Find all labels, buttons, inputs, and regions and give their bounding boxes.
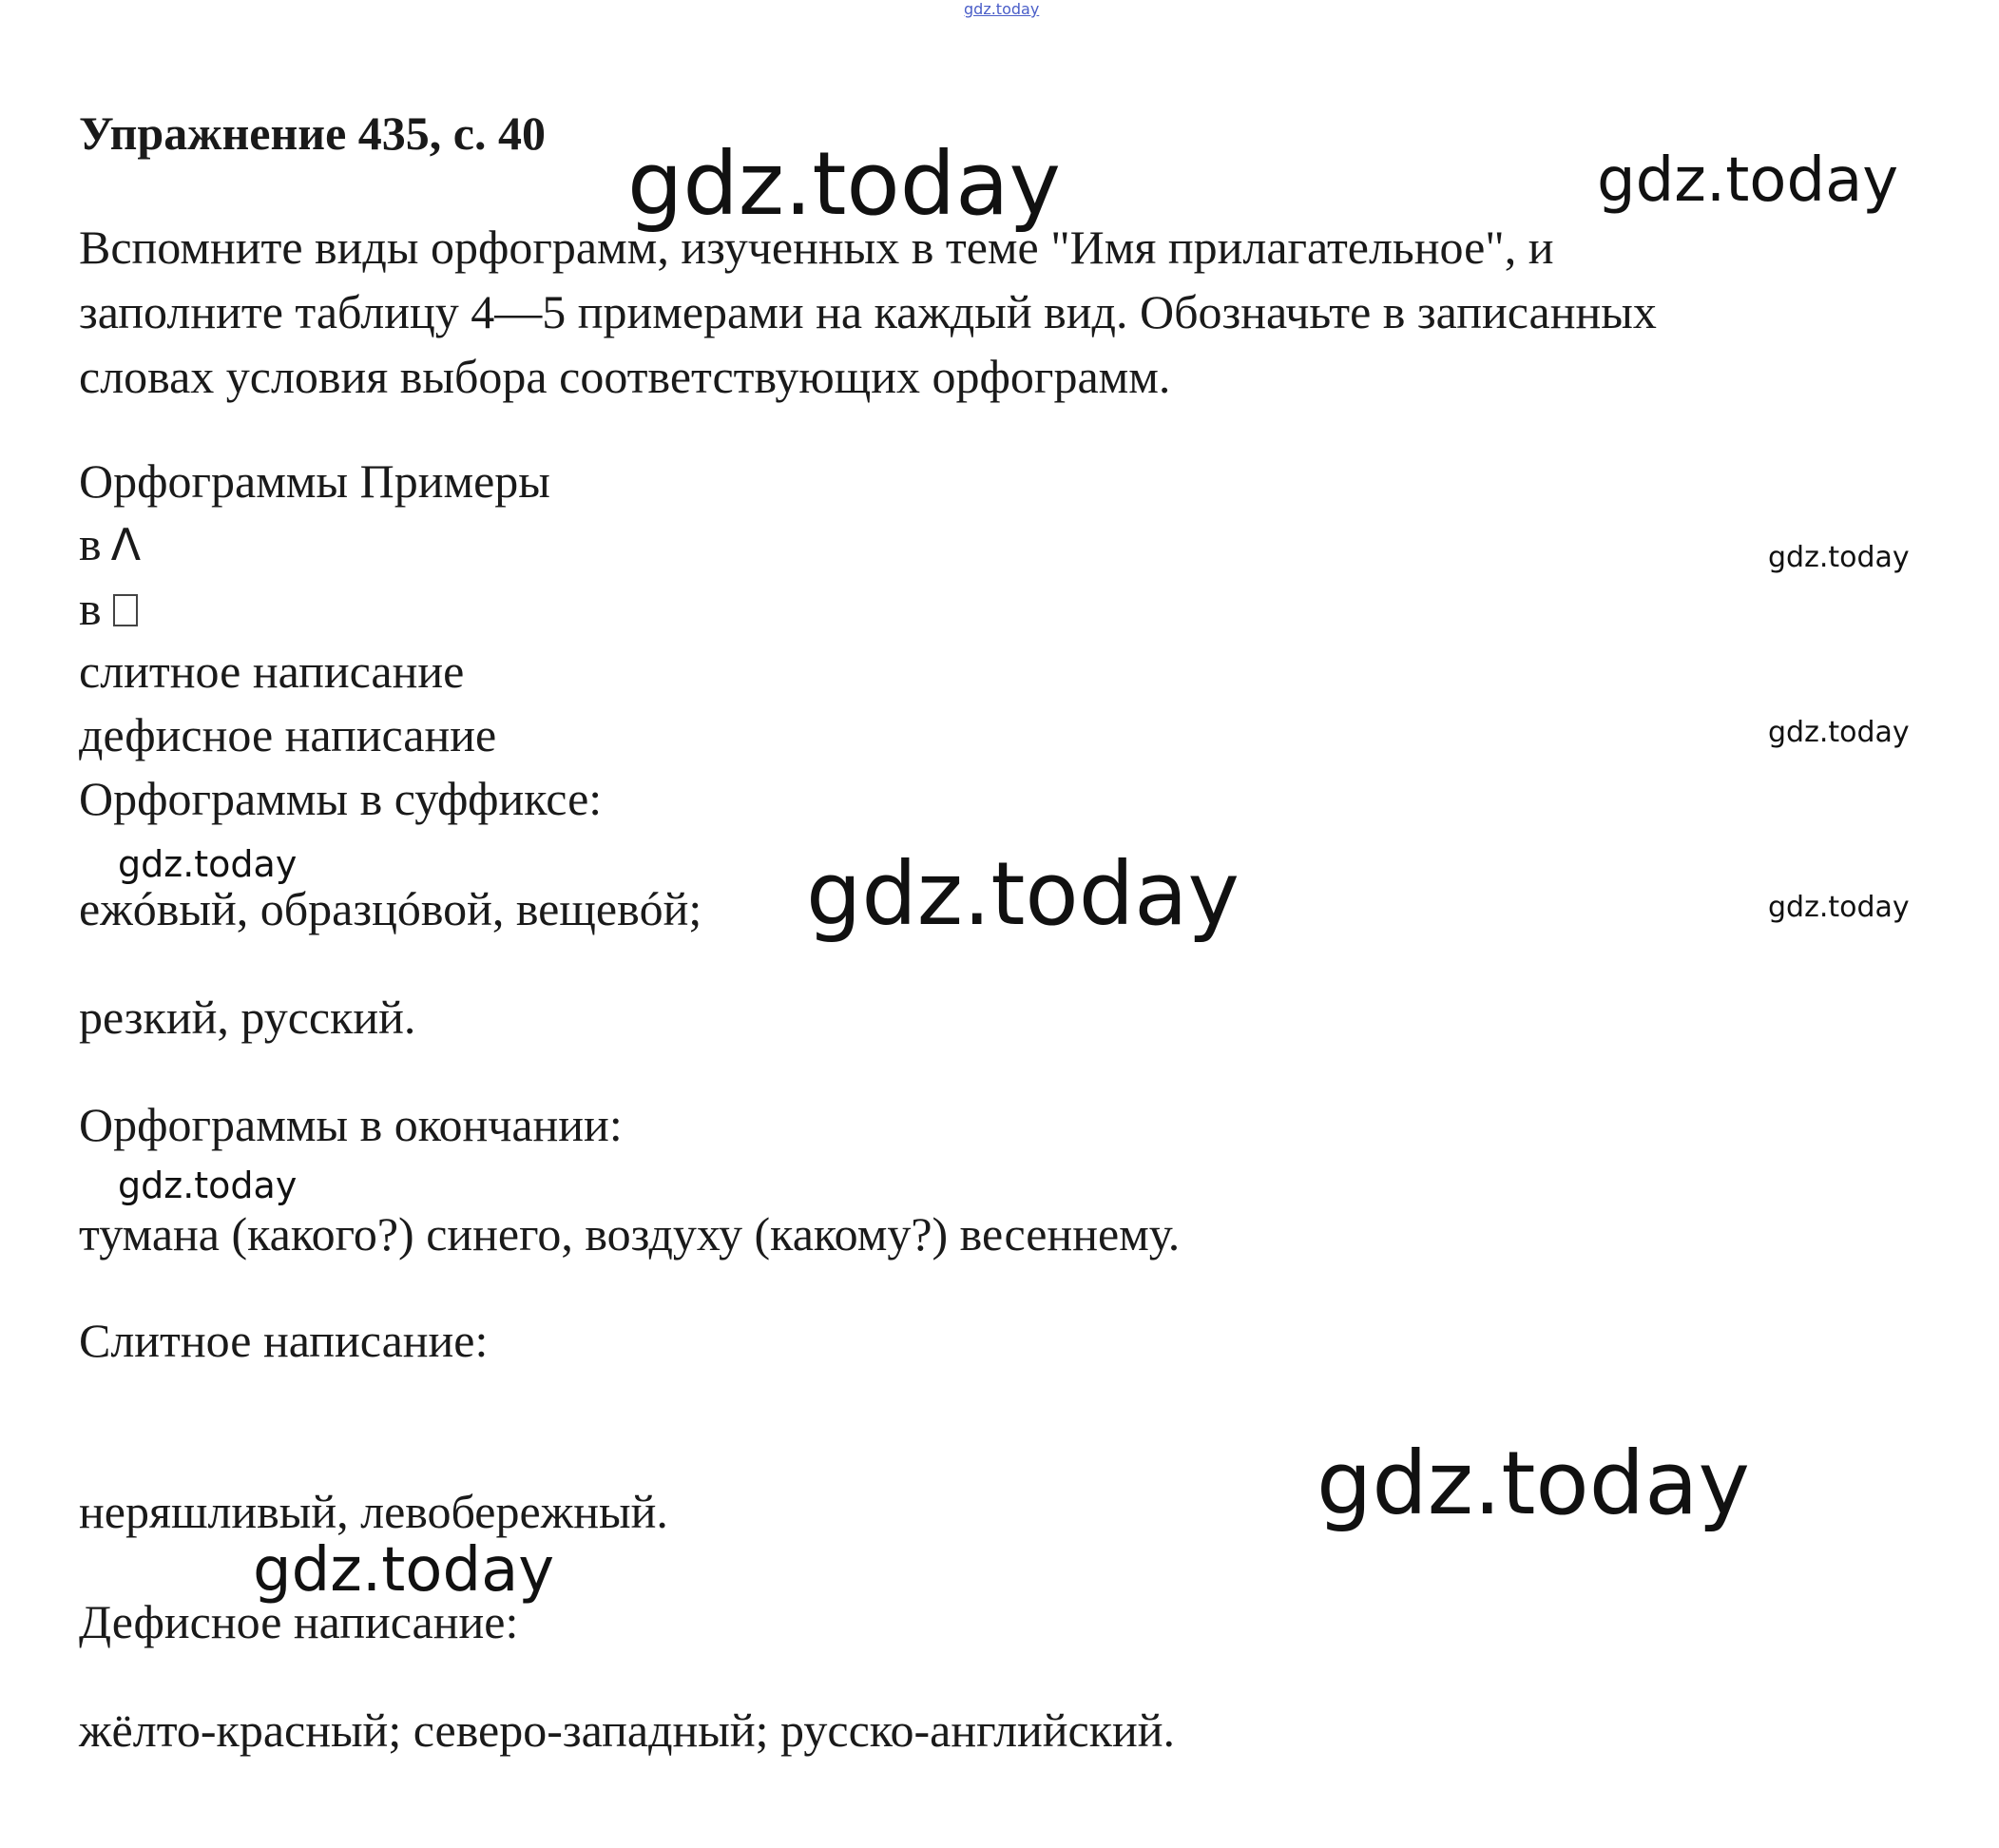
ending-example: тумана (какого?) синего, воздуху (какому?) весеннему.	[79, 1207, 1181, 1261]
row-root-a	[79, 515, 141, 573]
task-line-3: словах условия выбора соответствующих орфограмм.	[79, 350, 1171, 403]
watermark-medium-1: gdz.today	[1597, 145, 1899, 216]
top-watermark-link[interactable]: gdz.today	[964, 0, 1040, 18]
row-root-a-prefix: в	[79, 517, 102, 570]
watermark-large-3: gdz.today	[1317, 1433, 1750, 1534]
watermark-small-1: gdz.today	[1768, 541, 1910, 574]
merged-example: неряшливый, левобережный.	[79, 1485, 668, 1538]
watermark-small-5: gdz.today	[118, 1165, 298, 1206]
task-paragraph	[79, 215, 1980, 409]
hyphen-heading: Дефисное написание:	[79, 1595, 519, 1648]
missing-glyph-box-icon	[113, 594, 138, 626]
exercise-title: Упражнение 435, с. 40	[79, 106, 546, 160]
lambda-symbol: Λ	[110, 519, 142, 570]
table-header: Орфограммы Примеры	[79, 454, 550, 508]
task-line-2: заполните таблицу 4—5 примерами на каждый вид. Обозначьте в записанных	[79, 285, 1657, 338]
suffix-example-1: ежóвый, образцóвой, вещевóй;	[79, 882, 702, 935]
watermark-small-2: gdz.today	[1768, 716, 1910, 749]
suffix-heading: Орфограммы в суффиксе:	[79, 772, 603, 825]
row-root-b-prefix: в	[79, 582, 102, 635]
merged-heading: Слитное написание:	[79, 1314, 489, 1367]
suffix-example-2: резкий, русский.	[79, 991, 416, 1044]
watermark-large-1: gdz.today	[627, 133, 1061, 235]
row-root-b	[79, 580, 138, 637]
watermark-small-4: gdz.today	[1768, 891, 1910, 924]
row-merged: слитное написание	[79, 645, 465, 698]
watermark-large-2: gdz.today	[806, 843, 1240, 945]
row-hyphen: дефисное написание	[79, 708, 497, 761]
watermark-small-3: gdz.today	[118, 843, 298, 885]
ending-heading: Орфограммы в окончании:	[79, 1098, 623, 1151]
watermark-medium-2: gdz.today	[253, 1535, 555, 1606]
hyphen-example: жёлто-красный; северо-западный; русско-английский.	[79, 1704, 1176, 1757]
task-line-1: Вспомните виды орфограмм, изученных в теме "Имя прилагательное", и	[79, 221, 1554, 274]
